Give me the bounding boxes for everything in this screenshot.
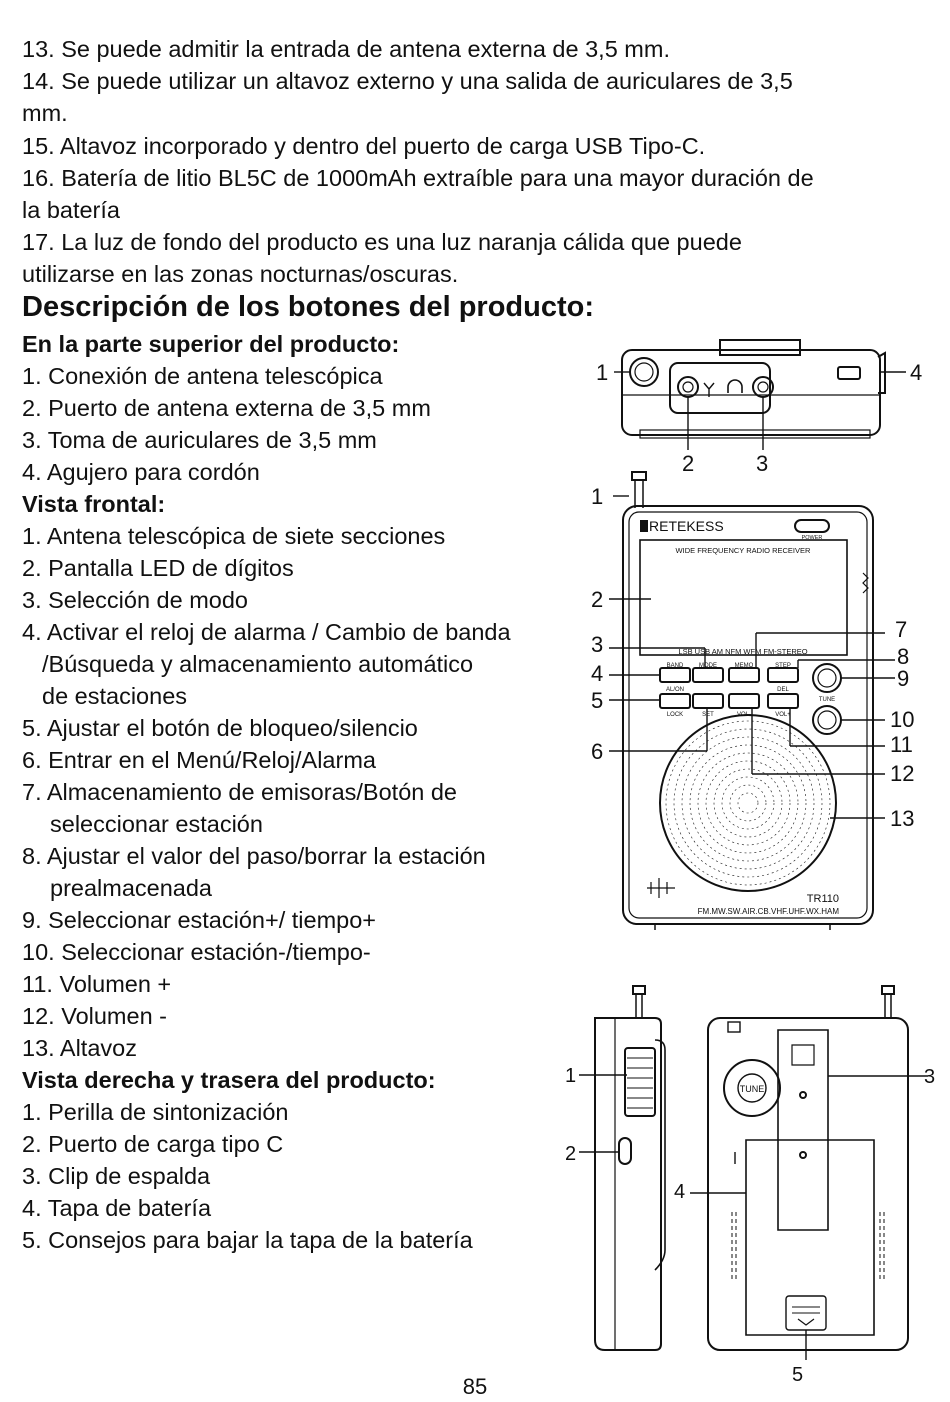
front-callout-12: 12 [890,761,915,786]
side-item-2: 2. Puerto de carga tipo C [22,1131,284,1157]
top-callout-1: 1 [596,360,609,385]
mode-label: MODE [699,663,717,669]
vol-up-label: VOL+ [775,712,791,718]
top-callout-3: 3 [756,451,769,476]
bands-label: FM.MW.SW.AIR.CB.VHF.UHF.WX.HAM [697,907,839,916]
page-number: 85 [462,1374,488,1399]
intro-line-13: 13. Se puede admitir la entrada de antena externa de 3,5 mm. [22,36,670,62]
front-item-4-cont-2: de estaciones [42,683,188,709]
side-item-5: 5. Consejos para bajar la tapa de la batería [22,1227,473,1253]
intro-line-15: 15. Altavoz incorporado y dentro del puerto de carga USB Tipo-C. [22,133,706,159]
front-callout-5: 5 [591,688,604,713]
power-button [795,520,829,532]
del-label: DEL [777,687,789,693]
intro-line-14-cont: mm. [22,100,68,126]
intro-line-16-cont: la batería [22,197,120,223]
back-callout-5: 5 [792,1364,804,1386]
battery-cover [746,1140,874,1335]
front-callout-4: 4 [591,661,604,686]
front-item-11: 11. Volumen + [22,971,172,997]
model-label: TR110 [806,893,839,905]
front-section-heading: Vista frontal: [22,491,166,517]
step-label: STEP [775,663,791,669]
top-callout-2: 2 [682,451,695,476]
front-item-2: 2. Pantalla LED de dígitos [22,555,294,581]
section-title: Descripción de los botones del producto: [22,291,594,323]
side-item-4: 4. Tapa de batería [22,1195,212,1221]
front-item-13: 13. Altavoz [22,1035,137,1061]
alon-label: AL/ON [665,687,685,693]
lanyard-hole [838,367,860,379]
back-clip [778,1030,828,1230]
tune-down-button [813,706,841,734]
front-callout-11: 11 [890,732,913,757]
back-callout-3: 3 [924,1066,936,1088]
side-callout-1: 1 [565,1065,577,1087]
set-label: SET [702,712,714,718]
front-item-10: 10. Seleccionar estación-/tiempo- [22,939,371,965]
screen-caption: WIDE FREQUENCY RADIO RECEIVER [675,546,811,555]
intro-line-14: 14. Se puede utilizar un altavoz externo y una salida de auriculares de 3,5 [22,68,793,94]
front-item-1: 1. Antena telescópica de siete secciones [22,523,446,549]
top-view-diagram [580,335,940,475]
side-item-1: 1. Perilla de sintonización [22,1099,289,1125]
front-callout-9: 9 [897,666,910,691]
side-view-diagram [555,980,675,1360]
side-callout-2: 2 [565,1143,577,1165]
power-label: POWER [801,535,823,541]
memo-label: MEMO [734,663,754,669]
front-item-12: 12. Volumen - [22,1003,168,1029]
side-section-heading: Vista derecha y trasera del producto: [22,1067,436,1093]
front-item-4: 4. Activar el reloj de alarma / Cambio de banda [22,619,511,645]
front-item-7: 7. Almacenamiento de emisoras/Botón de [22,779,458,805]
antenna-connector-top [630,358,658,386]
tune-label: TUNE [818,697,836,703]
front-callout-8: 8 [897,644,910,669]
ext-antenna-port [678,377,698,397]
front-callout-10: 10 [890,707,915,732]
brand-logo: RETEKESS [649,518,724,534]
front-callout-2: 2 [591,587,604,612]
tune-up-button [813,664,841,692]
mode-strip: LSB USB AM NFM WFM FM-STEREO [678,647,808,656]
speaker [660,715,836,891]
front-item-5: 5. Ajustar el botón de bloqueo/silencio [22,715,418,741]
front-callout-7: 7 [895,617,908,642]
top-item-3: 3. Toma de auriculares de 3,5 mm [22,427,377,453]
front-item-3: 3. Selección de modo [22,587,249,613]
top-item-2: 2. Puerto de antena externa de 3,5 mm [22,395,431,421]
front-callout-6: 6 [591,739,604,764]
front-item-7-cont: seleccionar estación [50,811,263,837]
intro-line-17: 17. La luz de fondo del producto es una luz naranja cálida que puede [22,229,742,255]
vol-down-label: VOL- [736,712,752,718]
top-item-4: 4. Agujero para cordón [22,459,260,485]
front-item-8: 8. Ajustar el valor del paso/borrar la estación [22,843,486,869]
led-display [640,540,847,655]
front-callout-3: 3 [591,632,604,657]
front-callout-13: 13 [890,806,915,831]
side-item-3: 3. Clip de espalda [22,1163,211,1189]
front-callout-1: 1 [591,484,604,509]
usb-c-port [619,1138,631,1164]
front-item-9: 9. Seleccionar estación+/ tiempo+ [22,907,377,933]
lock-label: LOCK [666,712,684,718]
front-view-diagram [585,468,930,933]
band-label: BAND [666,663,684,669]
back-tune-label: TUNE [739,1084,765,1094]
front-item-6: 6. Entrar en el Menú/Reloj/Alarma [22,747,376,773]
intro-line-16: 16. Batería de litio BL5C de 1000mAh extraíble para una mayor duración de [22,165,814,191]
front-item-4-cont-1: /Búsqueda y almacenamiento automático [42,651,474,677]
front-item-8-cont: prealmacenada [50,875,212,901]
top-item-1: 1. Conexión de antena telescópica [22,363,383,389]
back-callout-4: 4 [674,1181,686,1203]
back-view-diagram [670,980,945,1390]
intro-line-17-cont: utilizarse en las zonas nocturnas/oscuras. [22,261,459,287]
top-section-heading: En la parte superior del producto: [22,331,400,357]
top-callout-4: 4 [910,360,923,385]
